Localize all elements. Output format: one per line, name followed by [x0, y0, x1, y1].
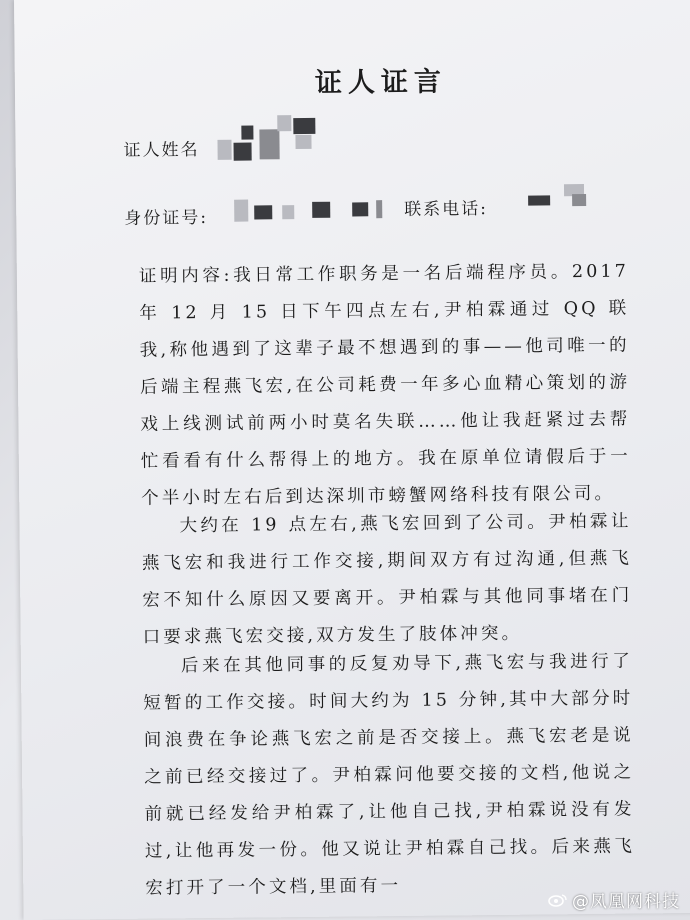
phone-label: 联系电话: [404, 199, 489, 220]
weibo-eye-icon [548, 893, 568, 907]
name-label: 证人姓名 [123, 140, 200, 161]
watermark-text: @凤凰网科技 [572, 892, 680, 912]
testimony-paragraph-2: 大约在 19 点左右,燕飞宏回到了公司。尹柏霖让燕飞宏和我进行工作交接,期间双方有过沟通,但燕飞宏不知什么原因又要离开。尹柏霖与其他同事堵在门口要求燕飞宏交接,双方发生了肢体冲突。 [141, 511, 633, 648]
testimony-paragraph-3: 后来在其他同事的反复劝导下,燕飞宏与我进行了短暂的工作交接。时间大约为 15 分钟,其中大部分时间浪费在争论燕飞宏之前是否交接上。燕飞宏老是说之前已经交接过了。尹柏霖问他要交接的文档,他说之前就已经发给尹柏霖了,让他自己找,尹柏霖说没有发过,让他再发一份。他又说让尹柏霖自己找。后来燕飞宏打开了一个文档,里面有一 [143, 651, 636, 899]
id-label: 身份证号: [124, 207, 209, 229]
watermark [548, 887, 680, 912]
testimony-page [14, 0, 690, 920]
testimony-paragraph-1: 证明内容:我日常工作职务是一名后端程序员。2017 年 12 月 15 日下午四点左右,尹柏霖通过 QQ 联我,称他遇到了这辈子最不想遇到的事——他司唯一的后端主程燕飞宏,在公司耗费一年多心血精心策划的游戏上线测试前两小时莫名失联……他让我赶紧过去帮忙看看有什么帮得上的地方。我在原单位请假后于一个半小时左右后到达深圳市螃蟹网络科技有限公司。 [138, 261, 631, 509]
page-title: 证人证言 [314, 66, 448, 99]
